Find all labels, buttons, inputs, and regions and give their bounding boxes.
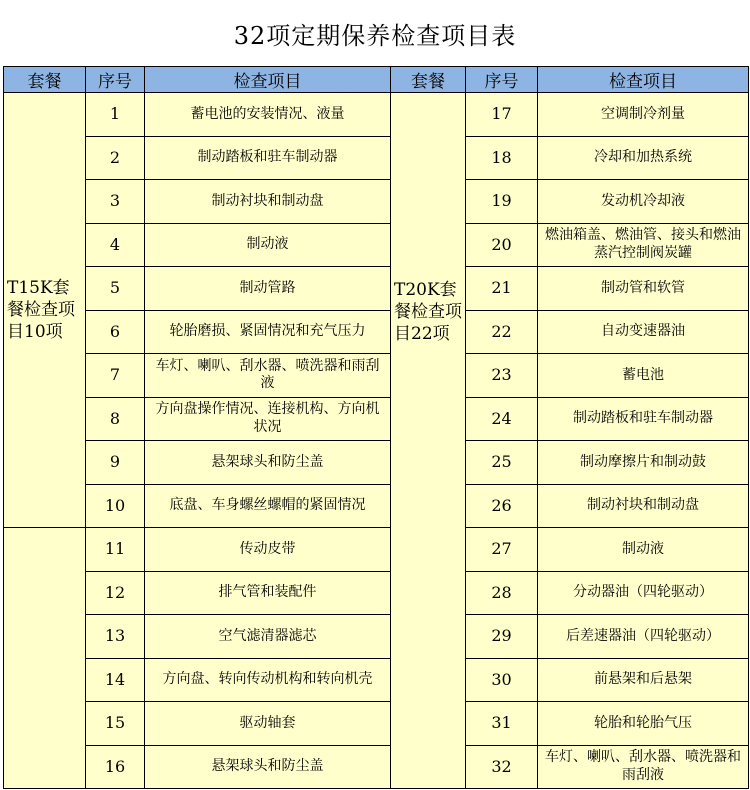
row-item: 悬架球头和防尘盖 — [145, 745, 391, 789]
row-item: 空气滤清器滤芯 — [145, 615, 391, 659]
row-number: 23 — [466, 354, 538, 398]
row-item: 燃油箱盖、燃油管、接头和燃油蒸汽控制阀炭罐 — [538, 223, 749, 267]
row-number: 4 — [86, 223, 145, 267]
row-number: 29 — [466, 615, 538, 659]
row-number: 18 — [466, 136, 538, 180]
row-number: 16 — [86, 745, 145, 789]
table-row — [4, 441, 749, 485]
row-item: 制动踏板和驻车制动器 — [145, 136, 391, 180]
table-row — [4, 354, 749, 398]
package-empty — [4, 528, 86, 789]
row-number: 19 — [466, 180, 538, 224]
row-number: 21 — [466, 267, 538, 311]
row-number: 13 — [86, 615, 145, 659]
row-item: 制动摩擦片和制动鼓 — [538, 441, 749, 485]
row-item: 制动衬块和制动盘 — [538, 484, 749, 528]
row-item: 排气管和装配件 — [145, 571, 391, 615]
row-number: 27 — [466, 528, 538, 572]
table-row — [4, 484, 749, 528]
row-number: 30 — [466, 658, 538, 702]
header-item: 检查项目 — [145, 67, 391, 93]
row-item: 分动器油（四轮驱动） — [538, 571, 749, 615]
maintenance-table — [3, 66, 749, 789]
row-number: 3 — [86, 180, 145, 224]
row-item: 轮胎和轮胎气压 — [538, 702, 749, 746]
row-item: 蓄电池 — [538, 354, 749, 398]
table-row — [4, 745, 749, 789]
row-item: 前悬架和后悬架 — [538, 658, 749, 702]
row-number: 9 — [86, 441, 145, 485]
row-number: 8 — [86, 397, 145, 441]
table-row — [4, 93, 749, 137]
header-number: 序号 — [466, 67, 538, 93]
row-number: 12 — [86, 571, 145, 615]
row-number: 2 — [86, 136, 145, 180]
row-item: 制动液 — [538, 528, 749, 572]
row-item: 传动皮带 — [145, 528, 391, 572]
row-item: 蓄电池的安装情况、液量 — [145, 93, 391, 137]
table-row — [4, 528, 749, 572]
row-number: 20 — [466, 223, 538, 267]
table-row — [4, 136, 749, 180]
row-number: 15 — [86, 702, 145, 746]
row-item: 制动踏板和驻车制动器 — [538, 397, 749, 441]
row-number: 31 — [466, 702, 538, 746]
row-number: 24 — [466, 397, 538, 441]
table-row — [4, 223, 749, 267]
row-number: 28 — [466, 571, 538, 615]
row-item: 自动变速器油 — [538, 310, 749, 354]
package-t20k: T20K套餐检查项目22项 — [391, 93, 466, 789]
row-number: 32 — [466, 745, 538, 789]
row-number: 22 — [466, 310, 538, 354]
row-item: 方向盘、转向传动机构和转向机壳 — [145, 658, 391, 702]
header-row — [4, 67, 749, 93]
header-package: 套餐 — [391, 67, 466, 93]
row-item: 悬架球头和防尘盖 — [145, 441, 391, 485]
row-number: 14 — [86, 658, 145, 702]
table-row — [4, 615, 749, 659]
header-item: 检查项目 — [538, 67, 749, 93]
row-item: 发动机冷却液 — [538, 180, 749, 224]
header-number: 序号 — [86, 67, 145, 93]
table-row — [4, 397, 749, 441]
row-number: 11 — [86, 528, 145, 572]
row-item: 空调制冷剂量 — [538, 93, 749, 137]
row-item: 冷却和加热系统 — [538, 136, 749, 180]
table-row — [4, 571, 749, 615]
table-row — [4, 180, 749, 224]
row-number: 5 — [86, 267, 145, 311]
row-item: 驱动轴套 — [145, 702, 391, 746]
row-item: 制动管路 — [145, 267, 391, 311]
row-item: 车灯、喇叭、刮水器、喷洗器和雨刮液 — [538, 745, 749, 789]
row-number: 26 — [466, 484, 538, 528]
row-number: 7 — [86, 354, 145, 398]
table-row — [4, 702, 749, 746]
row-item: 制动衬块和制动盘 — [145, 180, 391, 224]
row-item: 后差速器油（四轮驱动） — [538, 615, 749, 659]
package-t15k: T15K套餐检查项目10项 — [4, 93, 86, 528]
row-number: 1 — [86, 93, 145, 137]
row-item: 轮胎磨损、紧固情况和充气压力 — [145, 310, 391, 354]
row-number: 17 — [466, 93, 538, 137]
table-row — [4, 310, 749, 354]
header-package: 套餐 — [4, 67, 86, 93]
table-row — [4, 658, 749, 702]
page-title: 32项定期保养检查项目表 — [233, 21, 517, 50]
table-row — [4, 267, 749, 311]
row-item: 方向盘操作情况、连接机构、方向机状况 — [145, 397, 391, 441]
row-number: 6 — [86, 310, 145, 354]
row-number: 10 — [86, 484, 145, 528]
row-item: 底盘、车身螺丝螺帽的紧固情况 — [145, 484, 391, 528]
row-item: 车灯、喇叭、刮水器、喷洗器和雨刮液 — [145, 354, 391, 398]
row-item: 制动管和软管 — [538, 267, 749, 311]
row-number: 25 — [466, 441, 538, 485]
row-item: 制动液 — [145, 223, 391, 267]
